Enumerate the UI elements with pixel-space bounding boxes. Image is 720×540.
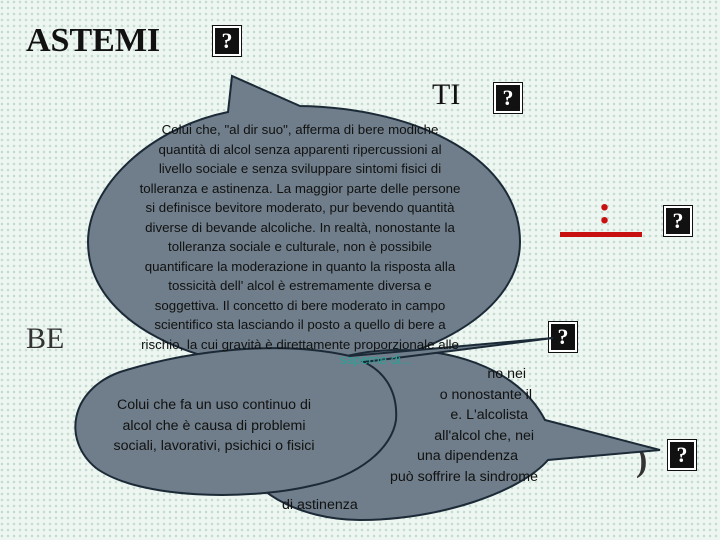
tooltip-line: sociali, lavorativi, psichici o fisici bbox=[113, 438, 315, 454]
tooltip-line: diverse di bevande alcoliche. In realtà, nonostante la bbox=[145, 219, 455, 235]
tooltip-line: si definisce bevitore moderato, pur bevendo quantità bbox=[145, 200, 455, 215]
tooltip-line: all'alcol che, nei bbox=[434, 427, 534, 444]
tooltip-line: rischio, la cui gravità è direttamente proporzionale alle bbox=[141, 336, 459, 352]
tooltip-line: Colui che, "al dir suo", afferma di bere modiche bbox=[161, 122, 439, 137]
slide-heading-second-fragment: TI bbox=[432, 78, 461, 111]
tooltip-line: quantità di alcol senza apparenti ripercussioni al bbox=[158, 141, 442, 157]
tooltip-line: può soffrire la sindrome bbox=[390, 468, 538, 485]
tooltip-line: alcol che è causa di problemi bbox=[122, 417, 306, 434]
help-button-second[interactable]: ? bbox=[494, 83, 522, 113]
tooltip-line: no nei bbox=[487, 366, 526, 382]
tooltip-line: livello sociale e senza sviluppare sintomi fisici di bbox=[158, 161, 442, 176]
tooltip-alcoholic-last-line: di astinenza bbox=[282, 497, 358, 513]
red-heading-fragment: : bbox=[598, 187, 612, 232]
help-button-third[interactable]: ? bbox=[664, 206, 692, 236]
tooltip-line: e. L'alcolista bbox=[450, 407, 528, 423]
tooltip-line: quantificare la moderazione in quanto la risposta alla bbox=[144, 258, 456, 274]
tooltip-line: o nonostante il bbox=[439, 386, 532, 403]
help-button-astemi[interactable]: ? bbox=[213, 26, 241, 56]
slide-heading-astemi: ASTEMI bbox=[26, 22, 161, 59]
red-bracket-fragment: ) bbox=[636, 442, 648, 479]
tooltip-line: tolleranza e astinenza. La maggior parte delle persone bbox=[139, 180, 461, 196]
slide-heading-bottom-fragment: BE bbox=[26, 322, 65, 355]
tooltip-line: una dipendenza bbox=[417, 448, 518, 464]
tooltip-problem-text bbox=[74, 395, 354, 457]
help-button-fourth[interactable]: ? bbox=[549, 322, 577, 352]
tooltip-line: soggettiva. Il concetto di bere moderato in campo bbox=[154, 297, 446, 313]
saperne-di-piu-link[interactable]: saperne di... bbox=[340, 352, 412, 367]
tooltip-line: tossicità dell' alcol è estremamente diversa e bbox=[168, 278, 432, 293]
tooltip-line: scientifico sta lasciando il posto a quello di bere a bbox=[154, 317, 446, 332]
tooltip-moderate-text bbox=[90, 120, 510, 354]
help-button-fifth[interactable]: ? bbox=[668, 440, 696, 470]
tooltip-line: Colui che fa un uso continuo di bbox=[116, 397, 312, 413]
tooltip-line: tolleranza sociale e culturale, non è possibile bbox=[168, 239, 432, 254]
